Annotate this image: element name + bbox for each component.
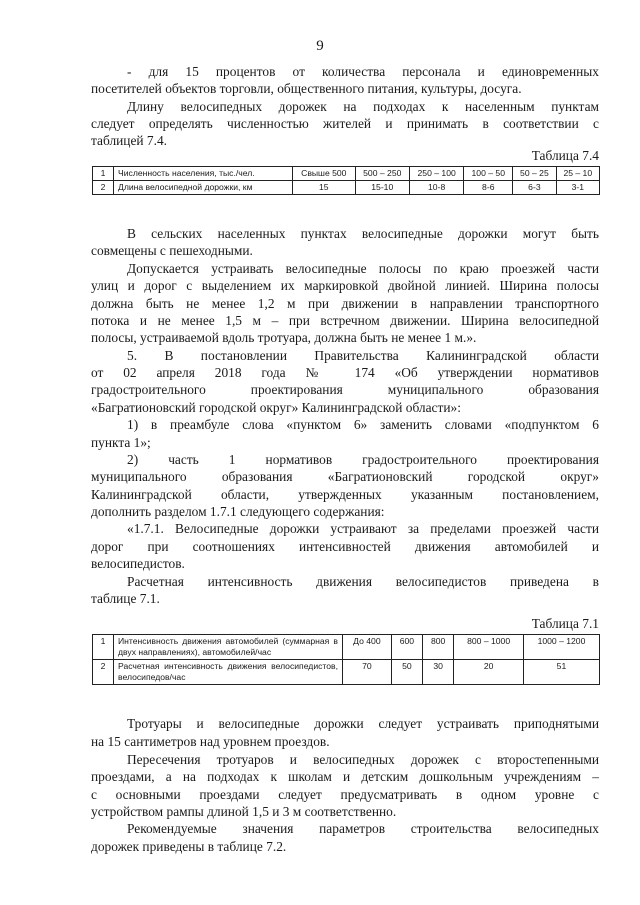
table-7-1-caption: Таблица 7.1 (531, 616, 599, 631)
table-cell: Расчетная интенсивность движения велосипедистов, велосипедов/час (114, 660, 343, 685)
table-cell: 250 – 100 (409, 167, 463, 181)
text-line: велосипедистов. (91, 556, 185, 571)
table-cell: 10-8 (409, 181, 463, 195)
table-cell: 50 (391, 660, 422, 685)
text-line: проездами, а на подходах к школам и детским дошкольным учреждениям – (91, 769, 599, 784)
table-cell: 50 – 25 (513, 167, 556, 181)
text-line: пункта 1»; (91, 435, 151, 450)
text-line: на 15 сантиметров над уровнем проездов. (91, 734, 330, 749)
text-line: от 02 апреля 2018 года № 174 «Об утверждении нормативов (91, 365, 599, 380)
table-cell: 70 (343, 660, 392, 685)
text-line: «Багратионовский городской округ» Калининградской области»: (91, 400, 461, 415)
text-line: таблицей 7.4. (91, 133, 167, 148)
text-line: Калининградской области, утвержденных указанным постановлением, (91, 487, 599, 502)
table-cell: 8-6 (464, 181, 513, 195)
table-row (93, 181, 600, 195)
text-line: дополнить разделом 1.7.1 следующего содержания: (91, 504, 385, 519)
text-line: Расчетная интенсивность движения велосипедистов приведена в (127, 574, 599, 589)
table-cell: 500 – 250 (355, 167, 409, 181)
table-cell: Интенсивность движения автомобилей (суммарная в двух направлениях), автомобилей/час (114, 635, 343, 660)
table-7-4 (92, 166, 600, 195)
table-cell: 51 (523, 660, 599, 685)
text-line: «1.7.1. Велосипедные дорожки устраивают за пределами проезжей части (127, 521, 599, 536)
text-line: Тротуары и велосипедные дорожки следует устраивать приподнятыми (127, 716, 599, 731)
table-cell: 2 (93, 660, 114, 685)
text-line: Допускается устраивать велосипедные полосы по краю проезжей части (127, 261, 599, 276)
text-line: совмещены с пешеходными. (91, 243, 253, 258)
table-cell: 1000 – 1200 (523, 635, 599, 660)
table-cell: 800 – 1000 (454, 635, 524, 660)
table-row (93, 660, 600, 685)
table-cell: 1 (93, 167, 114, 181)
text-line: устройством рампы длиной 1,5 и 3 м соответственно. (91, 804, 397, 819)
table-cell: 15 (293, 181, 356, 195)
table-cell: 2 (93, 181, 114, 195)
table-cell: До 400 (343, 635, 392, 660)
text-line: градостроительного проектирования муниципального образования (91, 382, 599, 397)
text-line: улиц и дорог с выделением их маркировкой двойной линией. Ширина полосы (91, 278, 599, 293)
table-7-4-caption: Таблица 7.4 (531, 148, 599, 163)
text-line: муниципального образования «Багратионовский городской округ» (91, 469, 599, 484)
table-cell: 100 – 50 (464, 167, 513, 181)
table-cell: 6-3 (513, 181, 556, 195)
text-line: полосы, устраиваемой вдоль тротуара, должна быть не менее 1 м.». (91, 330, 477, 345)
text-line: Длину велосипедных дорожек на подходах к населенным пунктам (127, 99, 599, 114)
table-cell: 25 – 10 (556, 167, 599, 181)
table-cell: 20 (454, 660, 524, 685)
table-cell: 1 (93, 635, 114, 660)
table-cell: 600 (391, 635, 422, 660)
table-cell: 3-1 (556, 181, 599, 195)
text-line: 2) часть 1 нормативов градостроительного проектирования (127, 452, 599, 467)
table-7-1 (92, 634, 600, 685)
table-row (93, 167, 600, 181)
text-line: с основными проездами следует предусматривать в одном уровне с (91, 787, 599, 802)
table-cell: 15-10 (355, 181, 409, 195)
table-cell: Свыше 500 (293, 167, 356, 181)
table-cell: 30 (423, 660, 454, 685)
text-line: дорожек приведены в таблице 7.2. (91, 839, 287, 854)
text-line: Рекомендуемые значения параметров строительства велосипедных (127, 821, 599, 836)
text-line: посетителей объектов торговли, общественного питания, культуры, досуга. (91, 81, 522, 96)
text-line: дорог при соотношениях интенсивностей движения автомобилей и (91, 539, 599, 554)
table-cell: 800 (423, 635, 454, 660)
text-line: должна быть не менее 1,2 м при движении в направлении транспортного (91, 296, 599, 311)
page-number: 9 (316, 38, 324, 54)
table-row (93, 635, 600, 660)
text-line: следует определять численностью жителей и принимать в соответствии с (91, 116, 599, 131)
text-line: Пересечения тротуаров и велосипедных дорожек с второстепенными (127, 752, 599, 767)
text-line: 1) в преамбуле слова «пунктом 6» заменить словами «подпунктом 6 (127, 417, 599, 432)
table-cell: Численность населения, тыс./чел. (114, 167, 293, 181)
text-line: В сельских населенных пунктах велосипедные дорожки могут быть (127, 226, 599, 241)
table-cell: Длина велосипедной дорожки, км (114, 181, 293, 195)
text-line: потока и не менее 1,5 м – при встречном движении. Ширина велосипедной (91, 313, 599, 328)
text-line: - для 15 процентов от количества персонала и единовременных (127, 64, 599, 79)
text-line: 5. В постановлении Правительства Калининградской области (127, 348, 599, 363)
text-line: таблице 7.1. (91, 591, 160, 606)
